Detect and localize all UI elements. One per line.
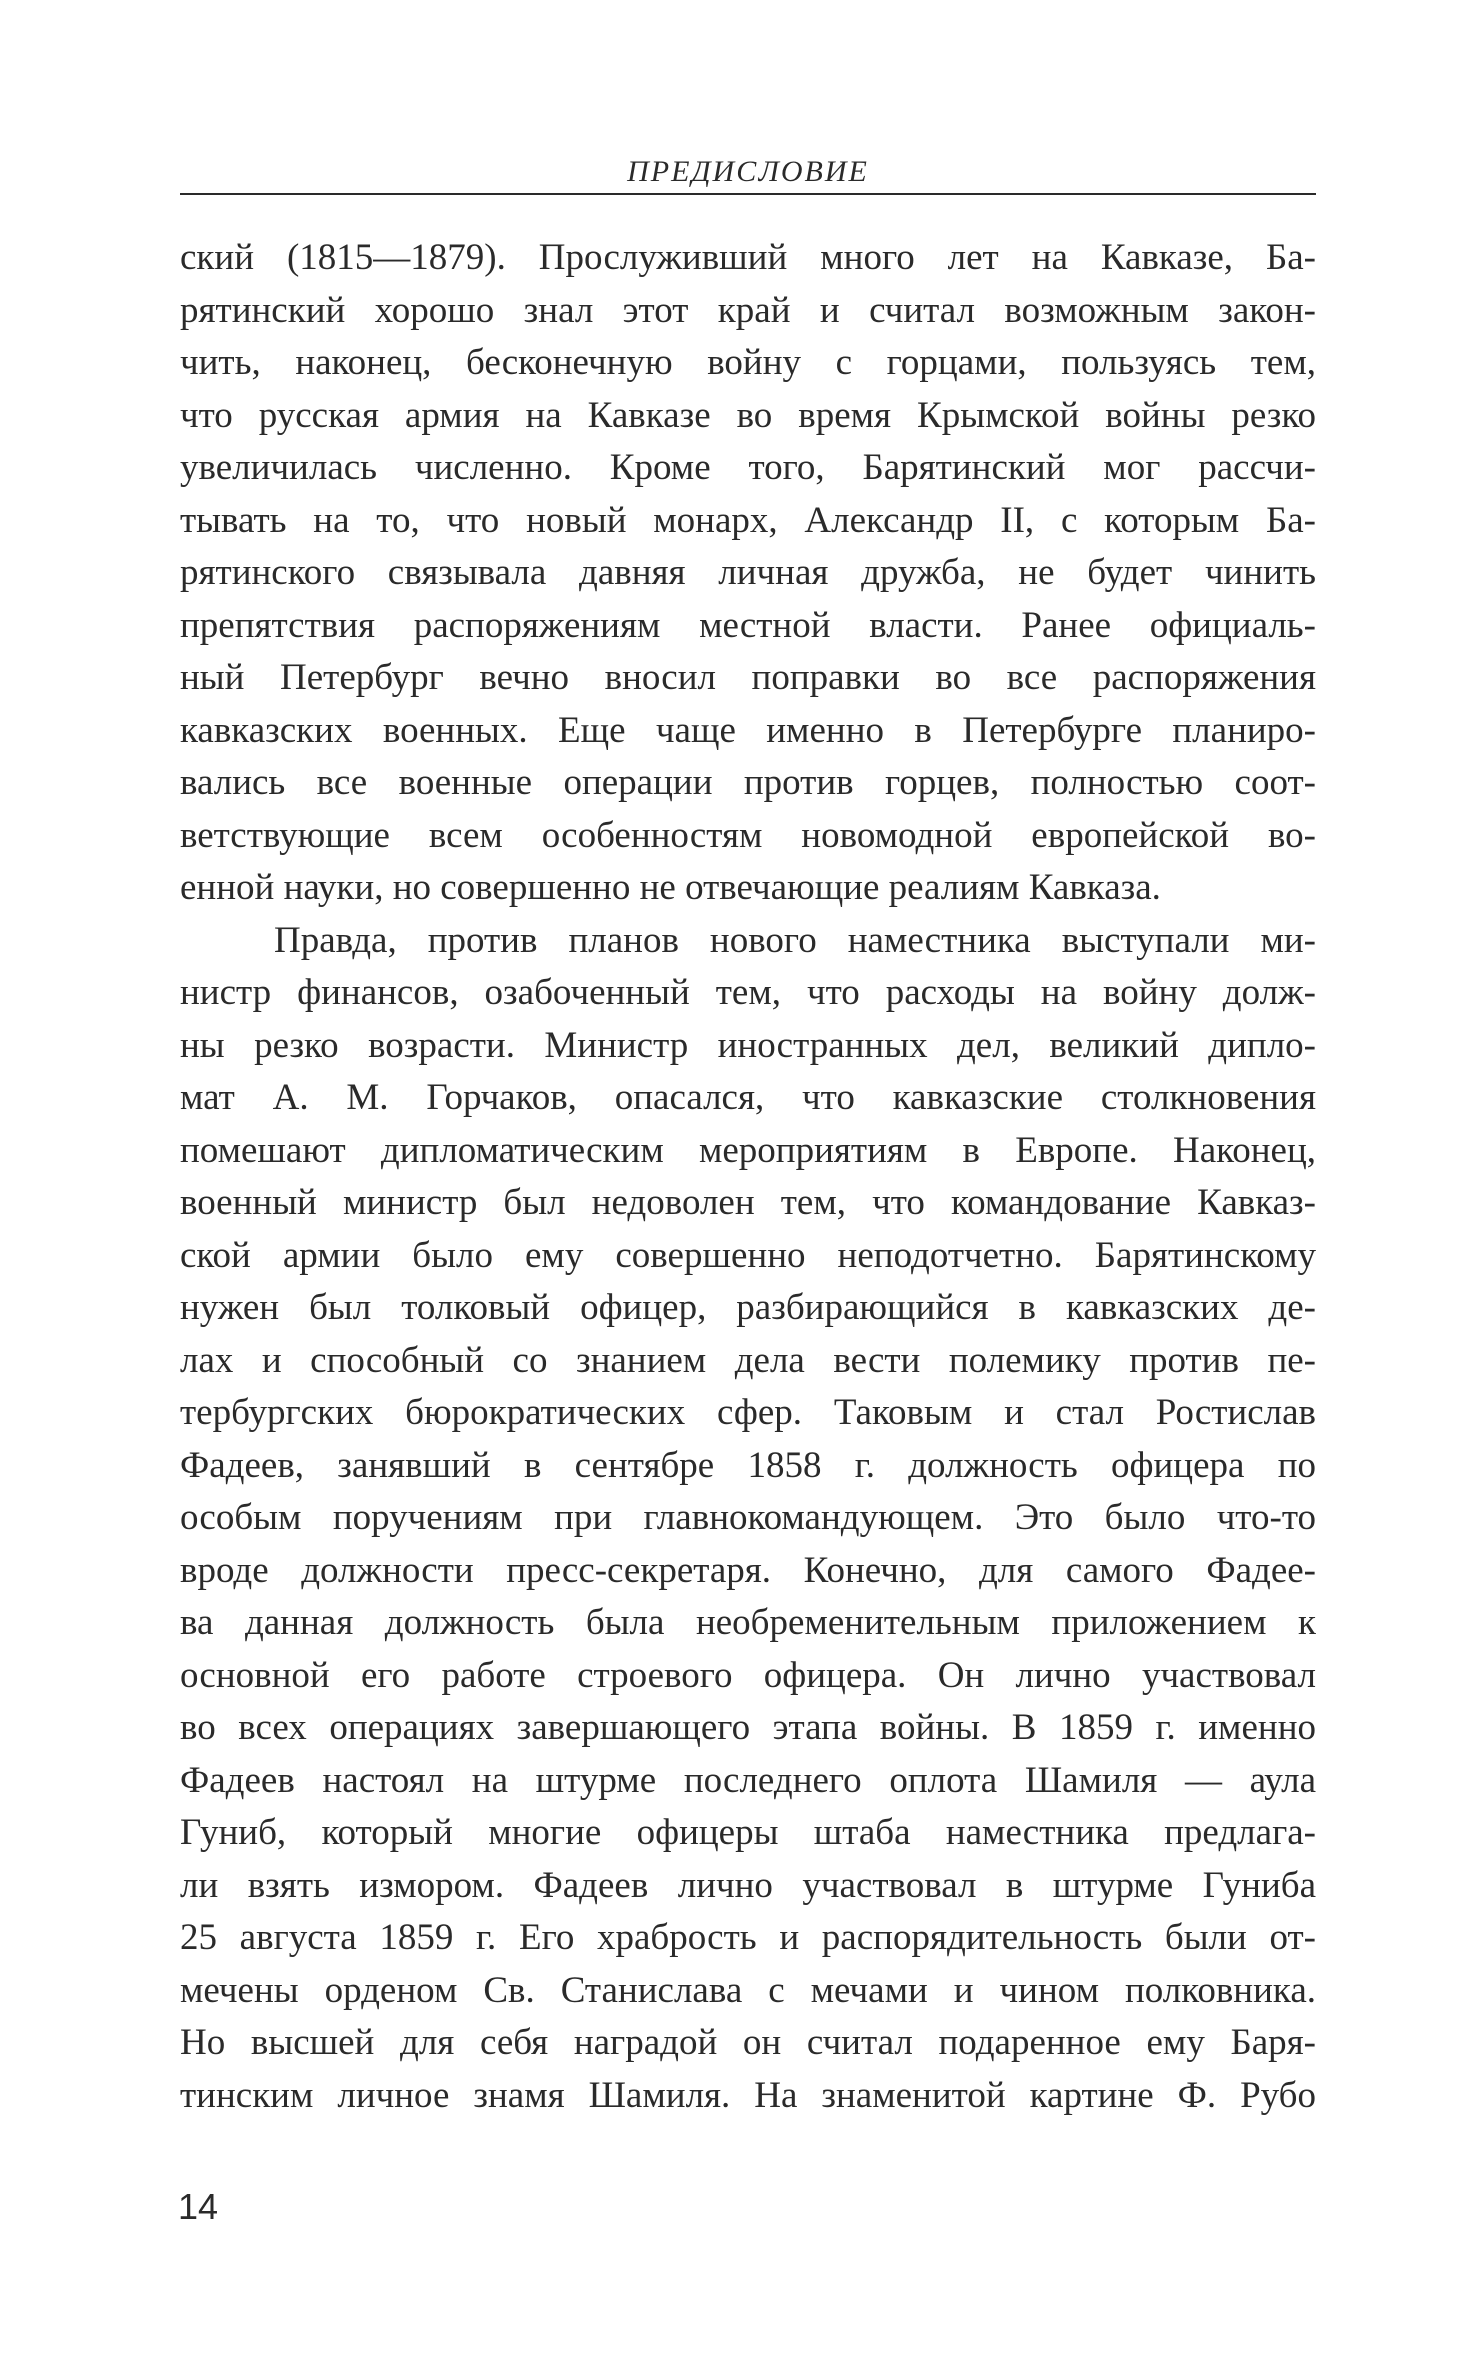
- text-line: нистр финансов, озабоченный тем, что расходы на войну долж-: [180, 972, 1316, 1013]
- text-line: тинским личное знамя Шамиля. На знаменитой картине Ф. Рубо: [180, 2074, 1316, 2116]
- text-line: рятинский хорошо знал этот край и считал возможным закон-: [180, 289, 1316, 331]
- text-line: Но высшей для себя наградой он считал подаренное ему Баря-: [180, 2022, 1316, 2063]
- text-line: ли взять измором. Фадеев лично участвовал в штурме Гуниба: [180, 1864, 1316, 1906]
- text-line: что русская армия на Кавказе во время Крымской войны резко: [180, 394, 1316, 436]
- header-rule: [180, 193, 1316, 195]
- text-line: Гуниб, который многие офицеры штаба наместника предлага-: [180, 1812, 1316, 1853]
- text-line: Фадеев настоял на штурме последнего оплота Шамиля — аула: [180, 1759, 1316, 1801]
- text-line: помешают дипломатическим мероприятиям в Европе. Наконец,: [180, 1129, 1316, 1171]
- text-line: Правда, против планов нового наместника выступали ми-: [274, 919, 1316, 961]
- text-line: препятствия распоряжениям местной власти. Ранее официаль-: [180, 604, 1316, 646]
- text-line: ны резко возрасти. Министр иностранных дел, великий дипло-: [180, 1024, 1316, 1066]
- text-line: ский (1815—1879). Прослуживший много лет на Кавказе, Ба-: [180, 237, 1316, 278]
- text-line: ный Петербург вечно вносил поправки во все распоряжения: [180, 657, 1316, 698]
- text-line: мечены орденом Св. Станислава с мечами и чином полковника.: [180, 1969, 1316, 2011]
- text-line: ветствующие всем особенностям новомодной европейской во-: [180, 814, 1316, 856]
- text-line: вроде должности пресс-секретаря. Конечно, для самого Фадее-: [180, 1549, 1316, 1591]
- text-line: Фадеев, занявший в сентябре 1858 г. должность офицера по: [180, 1444, 1316, 1486]
- text-line: кавказских военных. Еще чаще именно в Петербурге планиро-: [180, 709, 1316, 751]
- text-line: военный министр был недоволен тем, что командование Кавказ-: [180, 1182, 1316, 1223]
- text-line: 25 августа 1859 г. Его храбрость и распорядительность были от-: [180, 1917, 1316, 1958]
- text-line: ской армии было ему совершенно неподотчетно. Барятинскому: [180, 1234, 1316, 1276]
- text-line: тывать на то, что новый монарх, Александр II, с которым Ба-: [180, 499, 1316, 541]
- text-line: мат А. М. Горчаков, опасался, что кавказские столкновения: [180, 1077, 1316, 1118]
- text-line: рятинского связывала давняя личная дружба, не будет чинить: [180, 552, 1316, 593]
- text-line: увеличилась численно. Кроме того, Барятинский мог рассчи-: [180, 447, 1316, 488]
- body-text: [180, 232, 1316, 2122]
- text-line: во всех операциях завершающего этапа войны. В 1859 г. именно: [180, 1707, 1316, 1748]
- text-line: ва данная должность была необременительным приложением к: [180, 1602, 1316, 1643]
- text-line: нужен был толковый офицер, разбирающийся в кавказских де-: [180, 1287, 1316, 1328]
- text-line: основной его работе строевого офицера. Он лично участвовал: [180, 1654, 1316, 1696]
- page-number: 14: [178, 2186, 219, 2227]
- text-line: лах и способный со знанием дела вести полемику против пе-: [180, 1339, 1316, 1381]
- paragraph-2: [180, 915, 1316, 2123]
- text-line: енной науки, но совершенно не отвечающие реалиям Кавказа.: [180, 867, 1161, 908]
- text-line: тербургских бюрократических сфер. Таковым и стал Ростислав: [180, 1392, 1316, 1433]
- text-line: чить, наконец, бесконечную войну с горцами, пользуясь тем,: [180, 342, 1316, 383]
- paragraph-1: [180, 232, 1316, 915]
- text-line: особым поручениям при главнокомандующем. Это было что-то: [180, 1497, 1316, 1538]
- running-header: ПРЕДИСЛОВИЕ: [627, 155, 869, 188]
- text-line: вались все военные операции против горцев, полностью соот-: [180, 762, 1316, 803]
